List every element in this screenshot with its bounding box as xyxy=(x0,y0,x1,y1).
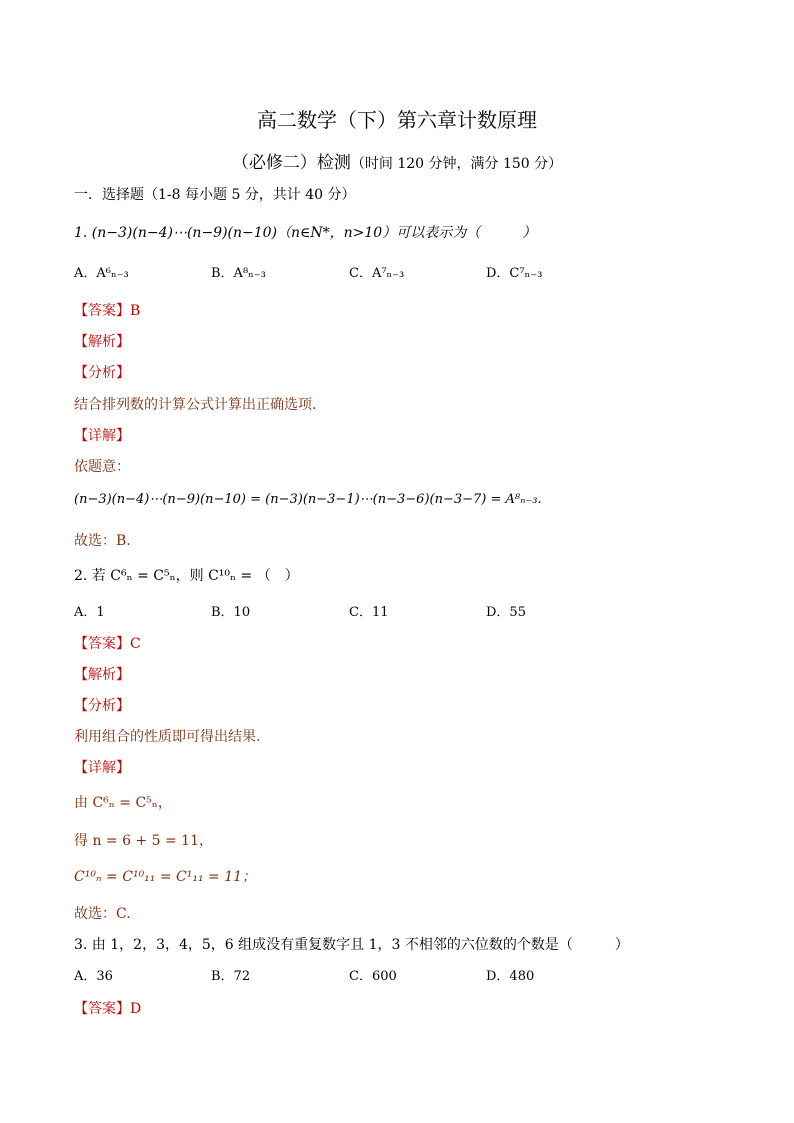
q2-answer: 【答案】C xyxy=(74,636,141,652)
q3-answer: 【答案】D xyxy=(74,1001,142,1017)
q3-option-d: D．480 xyxy=(486,969,535,984)
q1-fenxi-text: 结合排列数的计算公式计算出正确选项. xyxy=(74,397,317,413)
subtitle-main: （必修二）检测 xyxy=(231,153,351,173)
q1-option-d: D．C⁷ₙ₋₃ xyxy=(486,266,543,281)
q2-stem: 2. 若 C⁶ₙ = C⁵ₙ，则 C¹⁰ₙ = （ ） xyxy=(74,568,299,584)
q2-step-3: C¹⁰ₙ = C¹⁰₁₁ = C¹₁₁ = 11； xyxy=(74,869,257,885)
q2-option-c: C．11 xyxy=(349,605,389,620)
q1-stem: 1. (n−3)(n−4)⋯(n−9)(n−10)（n∈N*，n>10）可以表示为（ ） xyxy=(74,225,537,241)
q2-fenxi-text: 利用组合的性质即可得出结果. xyxy=(74,729,261,745)
q1-detail-equation: (n−3)(n−4)⋯(n−9)(n−10) = (n−3)(n−3−1)⋯(n−3−6)(n−3−7) = A⁸ₙ₋₃. xyxy=(74,492,542,507)
q1-option-c: C．A⁷ₙ₋₃ xyxy=(349,266,405,281)
section-heading: 一．选择题（1-8 每小题 5 分，共计 40 分） xyxy=(74,187,356,203)
q1-detail-intro: 依题意： xyxy=(74,459,130,475)
q1-option-a: A．A⁶ₙ₋₃ xyxy=(74,266,129,281)
q1-detail-tag: 【详解】 xyxy=(74,428,130,444)
q3-option-a: A．36 xyxy=(74,969,113,984)
q2-fenxi-tag: 【分析】 xyxy=(74,698,130,714)
subtitle-note: （时间 120 分钟，满分 150 分） xyxy=(350,156,563,172)
q1-answer: 【答案】B xyxy=(74,303,141,319)
q1-fenxi-tag: 【分析】 xyxy=(74,365,130,381)
q3-stem: 3. 由 1，2，3，4，5，6 组成没有重复数字且 1，3 不相邻的六位数的个数是（ ） xyxy=(74,937,629,953)
q3-option-c: C．600 xyxy=(349,969,397,984)
q2-step-1: 由 C⁶ₙ = C⁵ₙ， xyxy=(74,795,172,811)
q1-option-b: B．A⁸ₙ₋₃ xyxy=(211,266,266,281)
q2-option-d: D．55 xyxy=(486,605,526,620)
q1-choose: 故选：B. xyxy=(74,533,131,549)
q1-analysis-tag: 【解析】 xyxy=(74,334,130,350)
page-title: 高二数学（下）第六章计数原理 xyxy=(257,108,537,132)
q2-step-2: 得 n = 6 + 5 = 11， xyxy=(74,833,213,849)
q2-detail-tag: 【详解】 xyxy=(74,760,130,776)
q3-option-b: B．72 xyxy=(211,969,251,984)
q2-analysis-tag: 【解析】 xyxy=(74,667,130,683)
q2-choose: 故选：C. xyxy=(74,906,131,922)
q2-option-a: A．1 xyxy=(74,605,105,620)
page-subtitle xyxy=(0,148,794,173)
q2-option-b: B．10 xyxy=(211,605,251,620)
